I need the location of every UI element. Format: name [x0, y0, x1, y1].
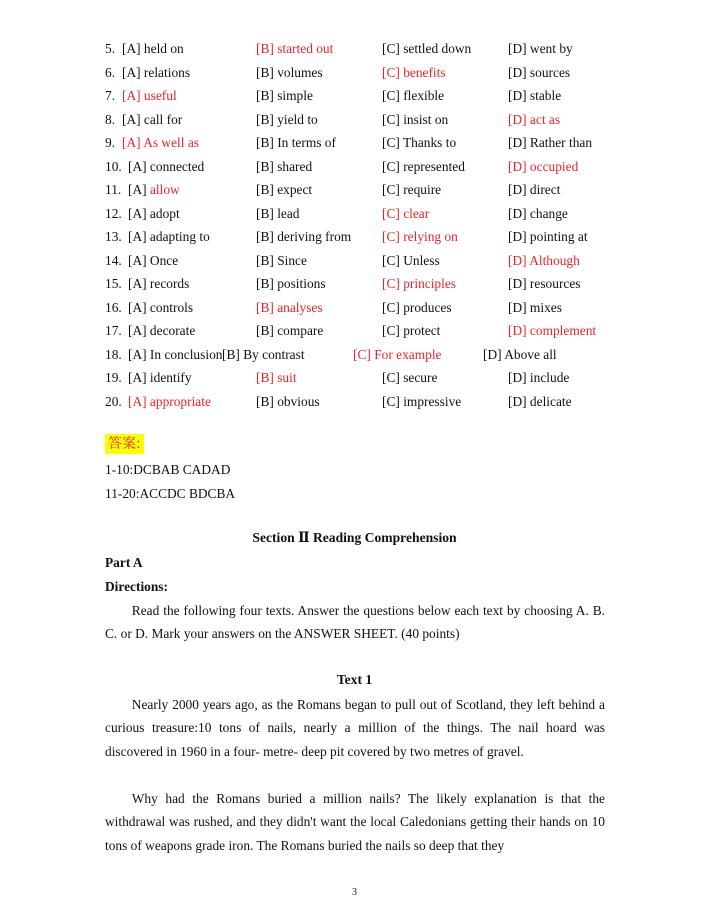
question-row — [105, 155, 625, 179]
option-d: [D] stable — [508, 88, 562, 103]
option-b: [B] lead — [256, 205, 300, 221]
option-c: [C] secure — [382, 370, 438, 385]
option-b: [B] In terms of — [256, 135, 336, 150]
option-a: [A] relations — [122, 64, 191, 80]
option-d: [D] delicate — [508, 393, 572, 409]
option-c: [C] insist on — [382, 111, 449, 127]
option-d: [D] include — [508, 370, 570, 385]
option-d: [D] mixes — [508, 299, 562, 315]
option-b: [B] yield to — [256, 111, 318, 127]
option-c: [C] produces — [382, 299, 452, 315]
option-d: [D] occupied — [508, 158, 579, 174]
option-a: [A] connected — [128, 158, 205, 174]
part-label: Part A — [105, 555, 143, 570]
option-c: [C] relying on — [382, 229, 458, 244]
option-a: [A] adopt — [128, 205, 180, 221]
option-c: [C] settled down — [382, 41, 472, 56]
question-row — [105, 390, 625, 414]
option-b: [B] Since — [256, 252, 307, 268]
question-row — [105, 272, 625, 296]
answer-line-2: 11-20:ACCDC BDCBA — [105, 486, 236, 501]
option-b: [B] shared — [256, 158, 313, 174]
question-row — [105, 178, 625, 202]
option-a: [A] adapting to — [128, 229, 210, 244]
option-d: [D] direct — [508, 182, 561, 197]
option-d: [D] pointing at — [508, 229, 588, 244]
question-number: 10. — [105, 158, 122, 174]
question-number: 12. — [105, 205, 122, 221]
option-d: [D] sources — [508, 64, 571, 80]
page-number: 3 — [352, 887, 357, 898]
option-a — [128, 178, 180, 202]
option-a: [A] In conclusion — [128, 346, 223, 362]
question-number: 5. — [105, 41, 116, 56]
question-number: 20. — [105, 393, 122, 409]
question-number: 18. — [105, 346, 122, 362]
question-number: 9. — [105, 135, 116, 150]
question-number: 8. — [105, 111, 116, 127]
option-c: [C] Unless — [382, 252, 440, 268]
option-d: [D] Above all — [483, 346, 557, 362]
option-c: [C] principles — [382, 276, 457, 291]
option-d: [D] resources — [508, 276, 581, 291]
option-c: [C] represented — [382, 158, 465, 174]
option-a-word: allow — [149, 182, 180, 197]
option-c: [C] clear — [382, 205, 430, 221]
option-c: [C] require — [382, 182, 442, 197]
question-number: 6. — [105, 64, 116, 80]
option-a: [A] Once — [128, 252, 179, 268]
option-b: [B] simple — [256, 88, 313, 103]
question-number: 15. — [105, 276, 122, 291]
text-title: Text 1 — [336, 672, 373, 687]
option-a: [A] records — [128, 276, 190, 291]
text-paragraph-1: Nearly 2000 years ago, as the Romans began to pull out of Scotland, they left behind a curious treasure:10 tons of nails, nearly a million of the things. The nail hoard was discovered in 1960 in a four- metre- deep pit covered by two metres of gravel. — [105, 697, 605, 759]
option-d: [D] act as — [508, 111, 561, 127]
directions-text: Read the following four texts. Answer the questions below each text by choosing A. B. C. or D. Mark your answers on the ANSWER SHEET. (40 points) — [105, 603, 605, 642]
question-row — [105, 84, 625, 108]
option-c: [C] For example — [353, 346, 442, 362]
option-b: [B] suit — [256, 370, 297, 385]
question-row — [105, 37, 625, 61]
section-title: Section Ⅱ Reading Comprehension — [252, 530, 457, 545]
question-row — [105, 366, 625, 390]
answer-line-1: 1-10:DCBAB CADAD — [105, 462, 231, 477]
option-d: [D] change — [508, 205, 568, 221]
option-a: [A] identify — [128, 370, 192, 385]
option-b: [B] compare — [256, 323, 324, 338]
answer-label: 答案: — [105, 434, 144, 454]
question-number: 11. — [105, 182, 122, 197]
option-c: [C] protect — [382, 323, 441, 338]
option-a-prefix: [A] — [128, 182, 150, 197]
question-number: 13. — [105, 229, 122, 244]
option-b: [B] By contrast — [222, 346, 305, 362]
option-b: [B] deriving from — [256, 229, 352, 244]
question-number: 14. — [105, 252, 122, 268]
option-d: [D] complement — [508, 323, 597, 338]
question-row — [105, 225, 625, 249]
question-row — [105, 61, 625, 85]
option-a: [A] call for — [122, 111, 183, 127]
option-d: [D] Rather than — [508, 135, 593, 150]
option-a: [A] useful — [122, 88, 177, 103]
directions-label: Directions: — [105, 579, 168, 594]
option-b: [B] volumes — [256, 64, 323, 80]
text-paragraph-2: Why had the Romans buried a million nails? The likely explanation is that the withdrawal was rushed, and they didn't want the local Caledonians getting their hands on 10 tons of weapons grade iron. The Romans buried the nails so deep that they — [105, 791, 605, 853]
question-number: 16. — [105, 299, 122, 315]
option-b: [B] started out — [256, 41, 334, 56]
option-a: [A] decorate — [128, 323, 196, 338]
option-c: [C] flexible — [382, 88, 445, 103]
question-row — [105, 202, 625, 226]
option-c: [C] benefits — [382, 64, 446, 80]
question-number: 17. — [105, 323, 122, 338]
option-b: [B] positions — [256, 276, 326, 291]
question-row — [105, 249, 625, 273]
option-b: [B] obvious — [256, 393, 320, 409]
question-row — [105, 296, 625, 320]
option-a: [A] controls — [128, 299, 194, 315]
option-d: [D] went by — [508, 41, 573, 56]
options-list — [105, 37, 625, 413]
option-a: [A] held on — [122, 41, 184, 56]
question-number: 19. — [105, 370, 122, 385]
question-row — [105, 131, 625, 155]
question-number: 7. — [105, 88, 116, 103]
question-row — [105, 343, 625, 367]
question-row — [105, 108, 625, 132]
option-a: [A] appropriate — [128, 393, 211, 409]
option-d: [D] Although — [508, 252, 580, 268]
option-b: [B] analyses — [256, 299, 323, 315]
option-b: [B] expect — [256, 182, 313, 197]
question-row — [105, 319, 625, 343]
option-a: [A] As well as — [122, 135, 199, 150]
option-c: [C] Thanks to — [382, 135, 457, 150]
option-c: [C] impressive — [382, 393, 462, 409]
